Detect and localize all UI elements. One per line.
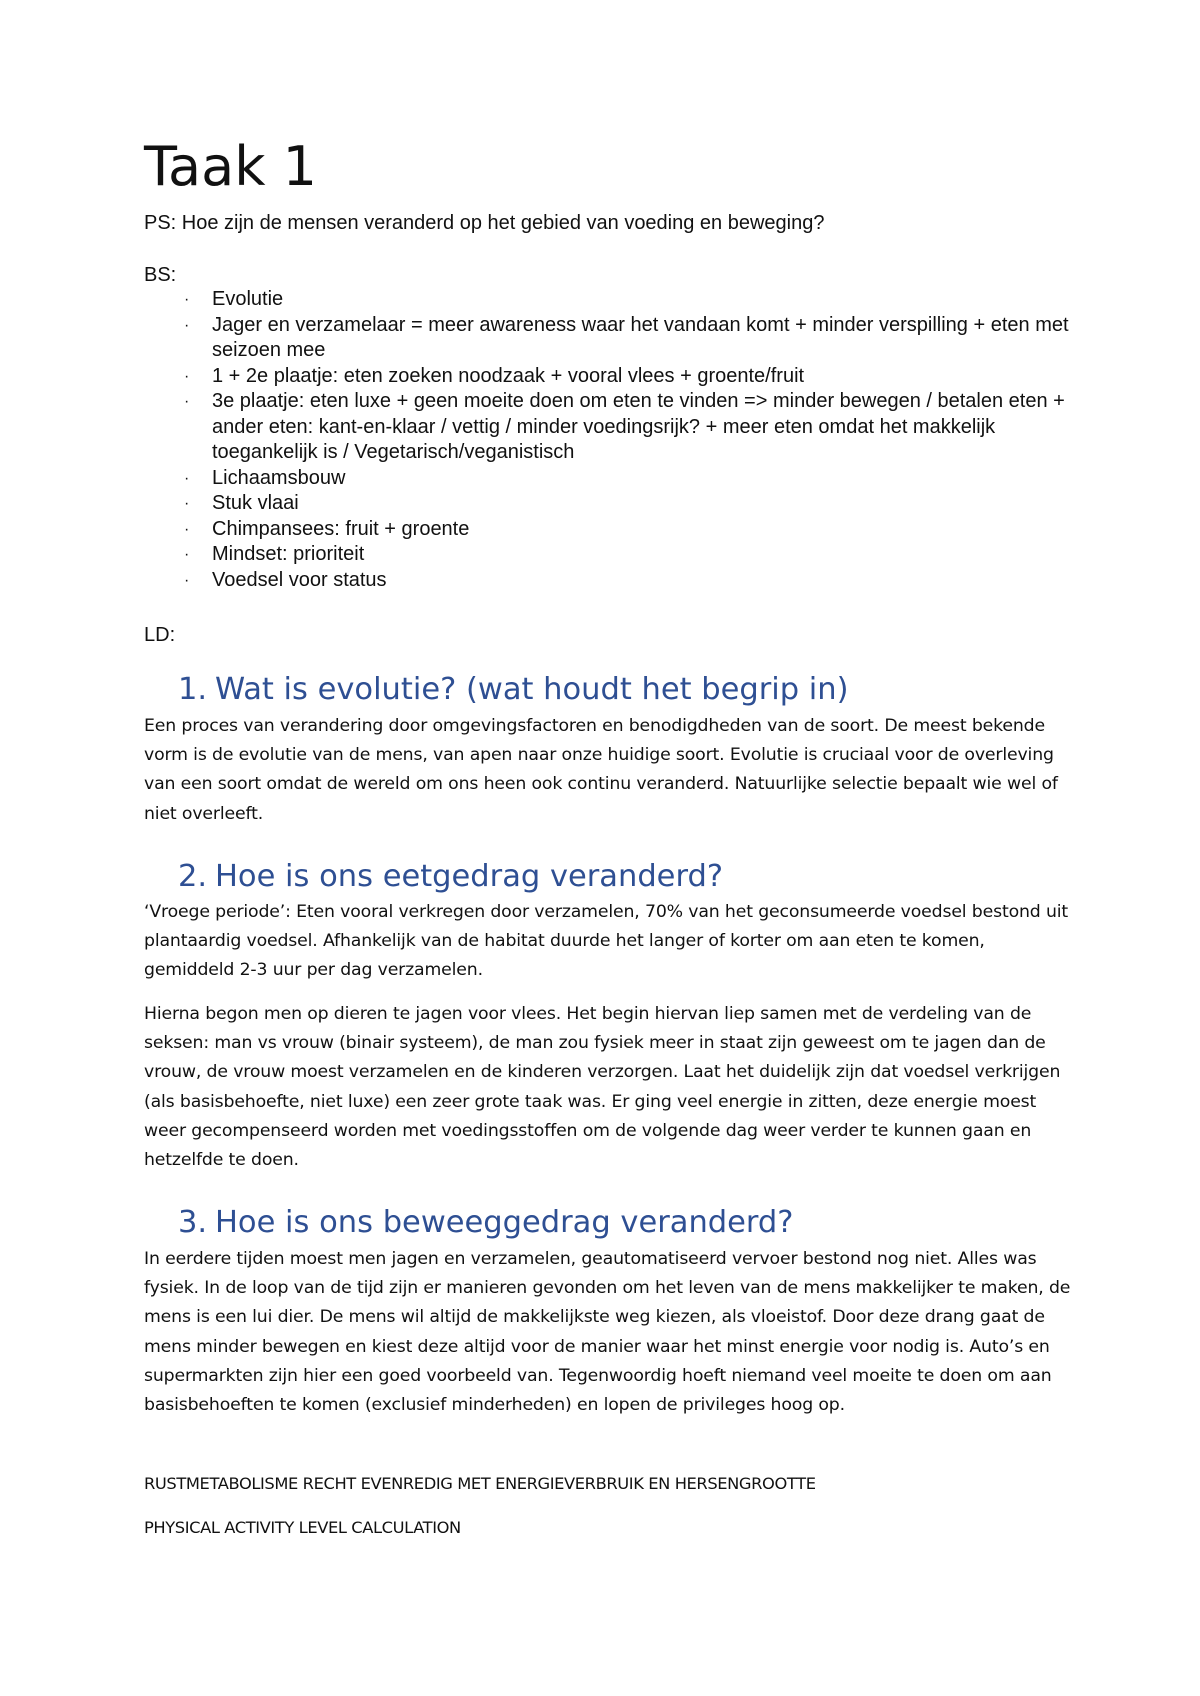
section-heading-2: 2. Hoe is ons eetgedrag veranderd?: [178, 859, 724, 894]
ld-label: LD:: [144, 624, 176, 646]
section-2-paragraph: Hierna begon men op dieren te jagen voor vlees. Het begin hiervan liep samen met de verdeling van de seksen: man vs vrouw (binair systeem), de man zou fysiek meer in staat zijn geweest om te jagen dan de vrouw, de vrouw moest verzamelen en de kinderen verzorgen. Laat het duidelijk zijn dat voedsel verkrijgen (als basisbehoefte, niet luxe) een zeer grote taak was. Er ging veel energie in zitten, deze energie moest weer gecompenseerd worden met voedingsstoffen om de volgende dag weer verder te kunnen gaan en hetzelfde te doen.: [144, 1004, 1061, 1171]
list-item: · Mindset: prioriteit: [144, 542, 1074, 568]
section-heading-1: 1. Wat is evolutie? (wat houdt het begrip in): [178, 672, 849, 707]
list-item: · Voedsel voor status: [144, 568, 1074, 594]
bs-label: BS:: [144, 264, 177, 286]
section-2-paragraph: ‘Vroege periode’: Eten vooral verkregen door verzamelen, 70% van het geconsumeerde voedsel bestond uit plantaardig voedsel. Afhankelijk van de habitat duurde het langer of korter om aan eten te komen, gemiddeld 2-3 uur per dag verzamelen.: [144, 902, 1069, 981]
section-1-paragraph: Een proces van verandering door omgevingsfactoren en benodigdheden van de soort. De meest bekende vorm is de evolutie van de mens, van apen naar onze huidige soort. Evolutie is cruciaal voor de overleving van een soort omdat de wereld om ons heen ook continu veranderd. Natuurlijke selectie bepaalt wie wel of niet overleeft.: [144, 716, 1058, 824]
note-line: RUSTMETABOLISME RECHT EVENREDIG MET ENERGIEVERBRUIK EN HERSENGROOTTE: [144, 1474, 816, 1493]
list-item: · 3e plaatje: eten luxe + geen moeite doen om eten te vinden => minder bewegen / betalen eten + ander eten: kant-en-klaar / vettig / minder voedingsrijk? + meer eten omdat het makkelijk toegankelijk is / Vegetarisch/veganistisch: [184, 390, 1065, 463]
list-item: · 1 + 2e plaatje: eten zoeken noodzaak + vooral vlees + groente/fruit: [144, 364, 1074, 390]
bullet-marker: ·: [184, 520, 190, 538]
list-item: · Lichaamsbouw: [144, 466, 1074, 492]
bullet-marker: ·: [184, 546, 190, 563]
list-item: · Evolutie: [144, 287, 1074, 313]
bullet-marker: ·: [184, 393, 190, 410]
note-line: PHYSICAL ACTIVITY LEVEL CALCULATION: [144, 1518, 461, 1537]
list-item: · Stuk vlaai: [144, 491, 1074, 517]
bullet-marker: ·: [184, 469, 190, 487]
section-heading-3: 3. Hoe is ons beweeggedrag veranderd?: [178, 1205, 794, 1240]
problem-statement: PS: Hoe zijn de mensen veranderd op het gebied van voeding en beweging?: [144, 212, 825, 234]
list-item: · Jager en verzamelaar = meer awareness waar het vandaan komt + minder verspilling + eten met seizoen mee: [184, 313, 1069, 361]
document-title: Taak 1: [144, 135, 318, 198]
section-3-paragraph: In eerdere tijden moest men jagen en verzamelen, geautomatiseerd vervoer bestond nog niet. Alles was fysiek. In de loop van de tijd zijn er manieren gevonden om het leven van de mens makkelijker te maken, de mens is een lui dier. De mens wil altijd de makkelijkste weg kiezen, als vloeistof. Door deze drang gaat de mens minder bewegen en kiest deze altijd voor de manier waar het minst energie voor nodig is. Auto’s en supermarkten zijn hier een goed voorbeeld van. Tegenwoordig hoeft niemand veel moeite te doen om aan basisbehoeften te komen (exclusief minderheden) en lopen de privileges hoog op.: [144, 1249, 1071, 1416]
list-item: · Chimpansees: fruit + groente: [144, 517, 1074, 543]
bullet-marker: ·: [184, 367, 190, 385]
bullet-marker: ·: [184, 291, 190, 308]
bs-list: [144, 287, 1074, 593]
bullet-marker: ·: [184, 316, 190, 334]
bullet-marker: ·: [184, 571, 190, 589]
bullet-marker: ·: [184, 495, 190, 512]
